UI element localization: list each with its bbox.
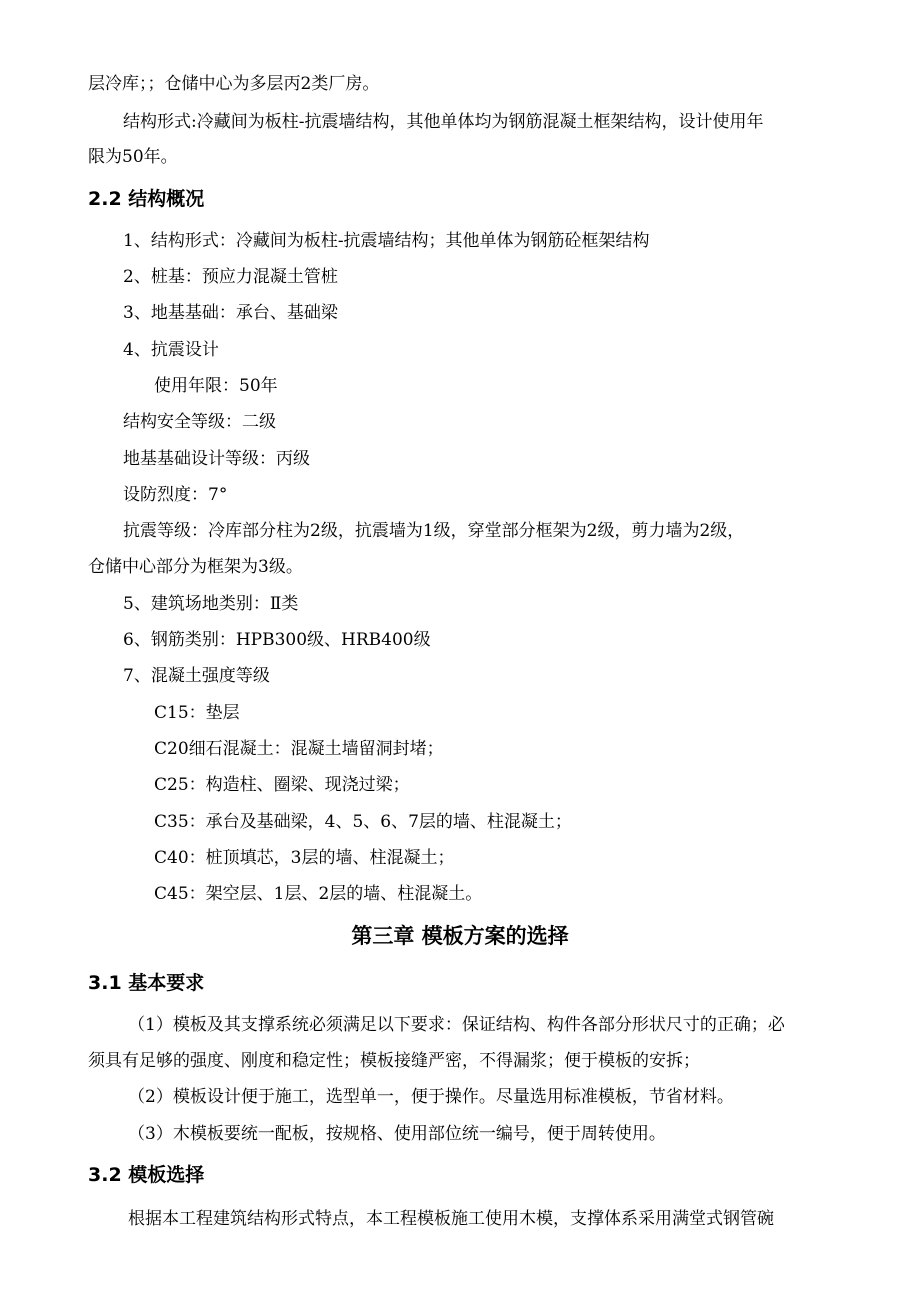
paragraph-line: 限为50年。 (88, 147, 178, 167)
list-item: 1、结构形式：冷藏间为板柱-抗震墙结构；其他单体为钢筋砼框架结构 (123, 231, 650, 251)
section-heading-2-2: 2.2 结构概况 (88, 188, 205, 210)
list-item: 5、建筑场地类别：Ⅱ类 (123, 594, 299, 614)
section-heading-3-1: 3.1 基本要求 (88, 972, 205, 994)
service-life-line: 使用年限：50年 (154, 376, 278, 396)
requirement-line: （1）模板及其支撑系统必须满足以下要求：保证结构、构件各部分形状尺寸的正确；必 (128, 1015, 785, 1035)
requirement-line: 须具有足够的强度、刚度和稳定性；模板接缝严密，不得漏浆；便于模板的安拆； (88, 1051, 700, 1071)
list-item: 3、地基基础：承台、基础梁 (123, 303, 338, 323)
list-item: 4、抗震设计 (123, 340, 219, 360)
paragraph-line: 结构形式:冷藏间为板柱-抗震墙结构，其他单体均为钢筋混凝土框架结构，设计使用年 (123, 112, 764, 132)
concrete-grade-item: C20细石混凝土：混凝土墙留洞封堵； (154, 739, 444, 759)
concrete-grade-item: C15：垫层 (154, 703, 240, 723)
concrete-grade-item: C25：构造柱、圈梁、现浇过梁； (154, 775, 410, 795)
list-item: 7、混凝土强度等级 (123, 666, 270, 686)
seismic-grade-line: 抗震等级：冷库部分柱为2级，抗震墙为1级，穿堂部分框架为2级，剪力墙为2级， (123, 521, 745, 541)
seismic-grade-line: 仓储中心部分为框架为3级。 (88, 557, 303, 577)
list-item: 6、钢筋类别：HPB300级、HRB400级 (123, 630, 431, 650)
chapter-title: 第三章 模板方案的选择 (351, 924, 569, 948)
paragraph-line: 层冷库；；仓储中心为多层丙2类厂房。 (88, 74, 380, 94)
requirement-line: （3）木模板要统一配板，按规格、使用部位统一编号，便于周转使用。 (128, 1124, 666, 1144)
concrete-grade-item: C40：桩顶填芯，3层的墙、柱混凝土； (154, 848, 455, 868)
requirement-line: （2）模板设计便于施工，选型单一，便于操作。尽量选用标准模板，节省材料。 (128, 1087, 734, 1107)
intensity-line: 设防烈度：7° (123, 485, 228, 505)
paragraph-line: 根据本工程建筑结构形式特点，本工程模板施工使用木模，支撑体系采用满堂式钢管碗 (128, 1209, 774, 1229)
foundation-grade-line: 地基基础设计等级：丙级 (123, 449, 310, 469)
concrete-grade-item: C35：承台及基础梁，4、5、6、7层的墙、柱混凝土； (154, 812, 572, 832)
list-item: 2、桩基：预应力混凝土管桩 (123, 267, 338, 287)
section-heading-3-2: 3.2 模板选择 (88, 1164, 205, 1186)
safety-grade-line: 结构安全等级：二级 (123, 412, 276, 432)
concrete-grade-item: C45：架空层、1层、2层的墙、柱混凝土。 (154, 884, 483, 904)
